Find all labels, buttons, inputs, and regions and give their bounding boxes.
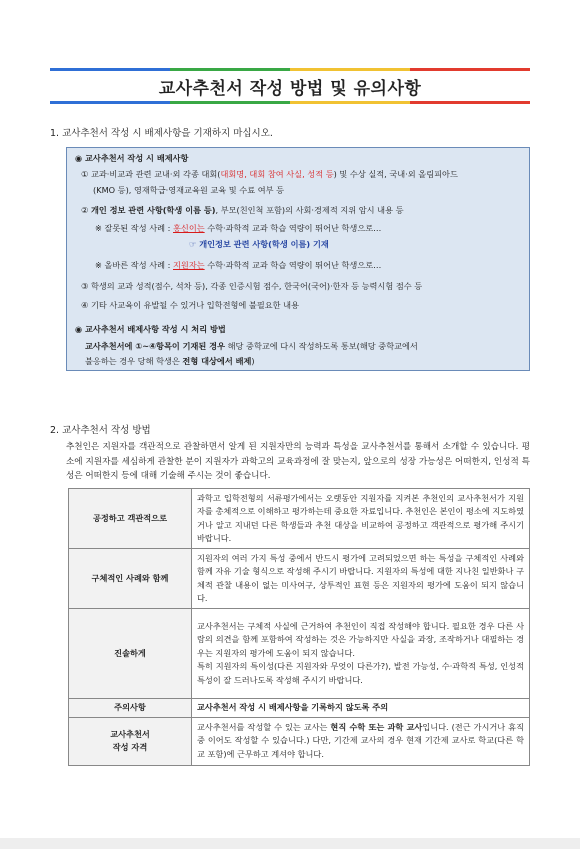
- row-body: 지원자의 여러 가지 특성 중에서 반드시 평가에 고려되었으면 하는 특성을 구체적인 사례와 함께 자유 기술 형식으로 작성해 주시기 바랍니다. 지원자의 특성에 대한 지나친 일반화나 구체적 관찰 내용이 없는 미사여구, 상투적인 표현 등은 지원자의 평가에 도움이 되지 않습니다.: [192, 549, 530, 609]
- row-body: [192, 609, 530, 699]
- wrong-example-name: 홍신이는: [173, 223, 205, 233]
- table-row: [69, 609, 530, 699]
- process-text-line2: [85, 354, 255, 368]
- row-head-line1: 교사추천서: [110, 728, 150, 739]
- section2-intro: 추천인은 지원자를 객관적으로 관찰하면서 알게 된 지원자만의 능력과 특성을 교사추천서를 통해서 소개할 수 있습니다. 평소에 지원자를 세심하게 관찰한 분이 지원자가 과학고의 교육과정에 잘 맞는지, 앞으로의 성장 가능성은 어떠한지, 인성적 특성은 어떠한지 등에 대해 기술해 주시는 것이 좋습니다.: [66, 442, 530, 481]
- row-body: 교사추천서 작성 시 배제사항을 기록하지 않도록 주의: [192, 699, 530, 718]
- qual-text-a: 교사추천서를 작성할 수 있는 교사는: [197, 721, 331, 732]
- exclusion-item-1-cont: (KMO 등), 영재학급·영재교육원 교육 및 수료 여부 등: [93, 185, 285, 195]
- wrong-example-note: ☞ 개인정보 관련 사항(학생 이름) 기재: [189, 239, 329, 249]
- row-head: 구체적인 사례와 함께: [69, 549, 192, 609]
- row-body: [192, 717, 530, 765]
- row-body-para-1: 교사추천서는 구체적 사실에 근거하여 추천인이 직접 작성해야 합니다. 필요한 경우 다른 사람의 의견을 함께 포함하여 작성하는 것은 가능하지만 사실을 과장, 조작하거나 대필하는 경우는 지원자의 평가에 도움이 되지 않습니다.: [197, 620, 524, 658]
- exclusion-box: [66, 147, 530, 371]
- row-head: [69, 717, 192, 765]
- process-text-a: 해당 중학교에 다시 작성하도록 통보(해당 중학교에서: [225, 341, 418, 351]
- process-text-c: ): [251, 356, 255, 366]
- process-text-line1: [85, 339, 418, 353]
- section1-heading: 1. 교사추천서 작성 시 배제사항을 기재하지 마십시오.: [50, 128, 273, 139]
- row-head: 진솔하게: [69, 609, 192, 699]
- process-bold-1: 교사추천서에 ①~④항목이 기재된 경우: [85, 341, 226, 351]
- qual-text-bold: 현직 수학 또는 과학 교사: [330, 721, 423, 732]
- row-body: 과학고 입학전형의 서류평가에서는 오랫동안 지원자를 지켜본 추천인의 교사추천서가 지원자를 총체적으로 이해하고 평가하는데 중요한 자료입니다. 추천인은 본인이 평소에 지도하였거나 알고 지내던 다른 학생들과 추천 대상을 비교하여 공정하고 객관적으로 평가해 주시기 바랍니다.: [192, 489, 530, 549]
- table-row: [69, 717, 530, 765]
- right-example-rest: 수학·과학적 교과 학습 역량이 뛰어난 학생으로…: [204, 260, 382, 270]
- right-example-label: ※ 올바른 작성 사례 :: [95, 260, 173, 270]
- exclusion-item-1: [81, 167, 458, 181]
- wrong-example: [95, 221, 381, 235]
- qual-text-b: 입니다. (전근 가시거나 휴직 중 이어도 작성할 수 있습니다.) 다만, 기간제 교사의 경우 현재 기간제 교사로 학교(다른 학교 포함)에 근무하고 계셔야 합니다.: [197, 721, 524, 759]
- item2-number: ②: [81, 205, 91, 215]
- table-row: [69, 699, 530, 718]
- row-body-para-2: 특히 지원자의 특이성(다른 지원자와 무엇이 다른가?), 발전 가능성, 수·과학적 특성, 인성적 특성이 잘 드러나도록 작성해 주시기 바랍니다.: [197, 661, 524, 685]
- row-head: 주의사항: [69, 699, 192, 718]
- item1-text-red: 대회명, 대회 참여 사실, 성적 등: [220, 169, 334, 179]
- row-head: 공정하고 객관적으로: [69, 489, 192, 549]
- exclusion-heading: ◉ 교사추천서 작성 시 배제사항: [75, 153, 189, 163]
- item1-text-b: ) 및 수상 실적, 국내·외 올림피아드: [333, 169, 458, 179]
- right-example-name: 지원자는: [173, 260, 205, 270]
- method-table: [68, 488, 530, 766]
- title-top-colorbar: [50, 68, 530, 71]
- item2-text-bold: 개인 정보 관련 사항(학생 이름 등): [90, 205, 216, 215]
- process-text-b: 불응하는 경우 당해 학생은: [85, 356, 183, 366]
- page-footer-strip: [0, 838, 580, 849]
- row-head-line2: 작성 자격: [112, 742, 148, 752]
- exclusion-item-2: [81, 203, 404, 217]
- right-example: [95, 258, 381, 272]
- process-bold-2: 전형 대상에서 배제: [182, 356, 252, 366]
- item2-text-b: , 부모(친인척 포함)의 사회·경제적 지위 암시 내용 등: [215, 205, 404, 215]
- exclusion-item-4: ④ 기타 사교육이 유발될 수 있거나 입학전형에 불필요한 내용: [81, 300, 299, 310]
- exclusion-item-3: ③ 학생의 교과 성적(점수, 석차 등), 각종 인증시험 점수, 한국어(국어)·한자 등 능력시험 점수 등: [81, 281, 423, 291]
- wrong-example-label: ※ 잘못된 작성 사례 :: [95, 223, 173, 233]
- wrong-example-rest: 수학·과학적 교과 학습 역량이 뛰어난 학생으로…: [204, 223, 382, 233]
- section2-heading: 2. 교사추천서 작성 방법: [50, 425, 151, 436]
- table-row: [69, 549, 530, 609]
- item1-text-a: ① 교과·비교과 관련 교내·외 각종 대회(: [81, 169, 221, 179]
- page-title: 교사추천서 작성 방법 및 유의사항: [158, 79, 422, 99]
- title-bottom-colorbar: [50, 101, 530, 104]
- process-heading: ◉ 교사추천서 배제사항 작성 시 처리 방법: [75, 324, 226, 334]
- table-row: [69, 489, 530, 549]
